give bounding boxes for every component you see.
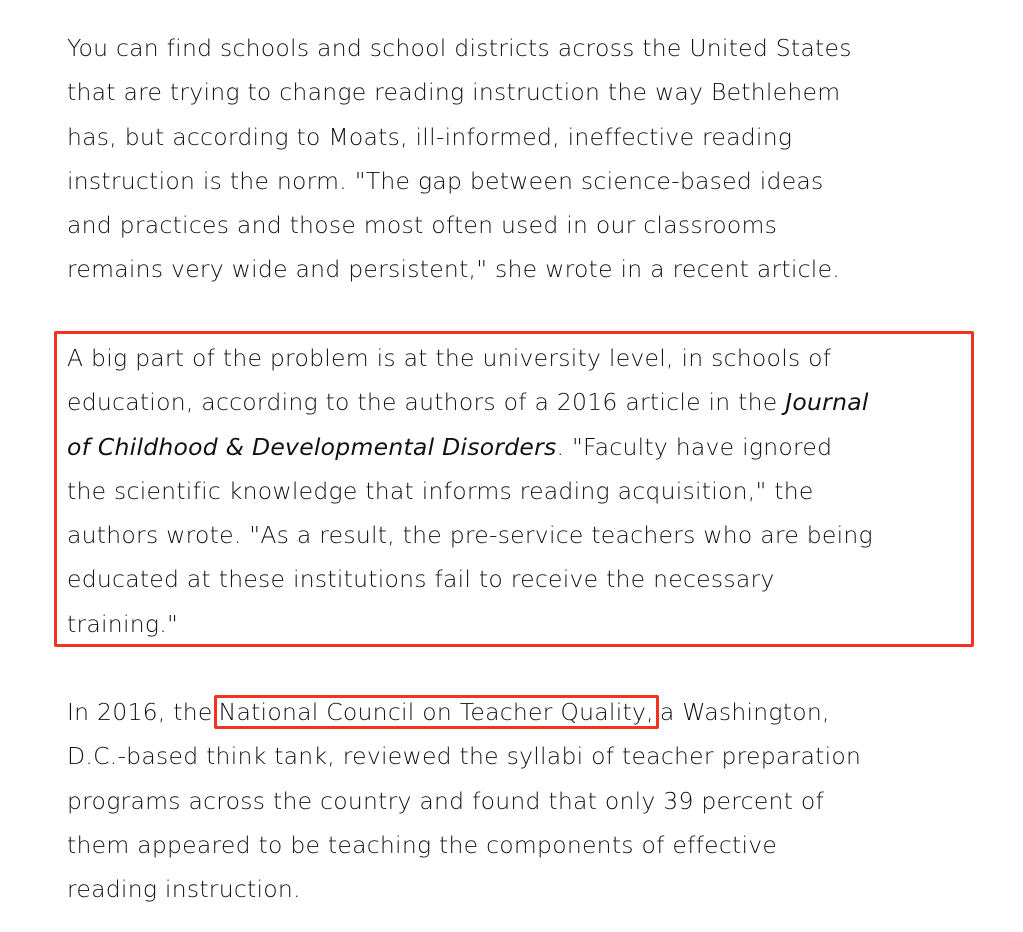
text-run: . "Faculty have ignored	[556, 432, 833, 461]
paragraph-line: A big part of the problem is at the university level, in schools of	[67, 344, 832, 372]
paragraph-line: D.C.-based think tank, reviewed the syllabi of teacher preparation	[67, 742, 862, 771]
paragraph-line: authors wrote. "As a result, the pre-service teachers who are being	[67, 521, 873, 550]
paragraph-line: reading instruction.	[67, 875, 301, 904]
journal-title-part: of Childhood & Developmental Disorders	[67, 432, 557, 461]
paragraph-nctq	[67, 690, 861, 911]
paragraph-moats	[67, 26, 852, 292]
text-run: education, according to the authors of a 2016 article in the	[67, 388, 786, 417]
paragraph-university	[67, 336, 873, 646]
paragraph-line: has, but according to Moats, ill-informed, ineffective reading	[67, 122, 793, 151]
paragraph-line: the scientific knowledge that informs reading acquisition," the	[67, 476, 814, 505]
paragraph-line: them appeared to be teaching the components of effective	[67, 830, 778, 859]
paragraph-line: remains very wide and persistent," she wrote in a recent article.	[67, 255, 841, 284]
paragraph-line: and practices and those most often used in our classrooms	[67, 211, 778, 240]
journal-title-part: Journal	[785, 388, 869, 417]
paragraph-line: educated at these institutions fail to receive the necessary	[67, 565, 775, 594]
paragraph-line: You can find schools and school districts across the United States	[67, 34, 852, 62]
paragraph-line: instruction is the norm. "The gap between science-based ideas	[67, 166, 824, 195]
paragraph-line	[67, 380, 873, 424]
paragraph-line: training."	[67, 609, 179, 638]
paragraph-line	[67, 425, 873, 469]
paragraph-line: that are trying to change reading instruction the way Bethlehem	[67, 78, 841, 107]
text-run: a Washington,	[659, 698, 830, 726]
nctq-link[interactable]: National Council on Teacher Quality,	[214, 695, 659, 729]
paragraph-line: programs across the country and found that only 39 percent of	[67, 786, 825, 815]
text-run: In 2016, the	[67, 698, 213, 726]
paragraph-line	[67, 690, 861, 734]
